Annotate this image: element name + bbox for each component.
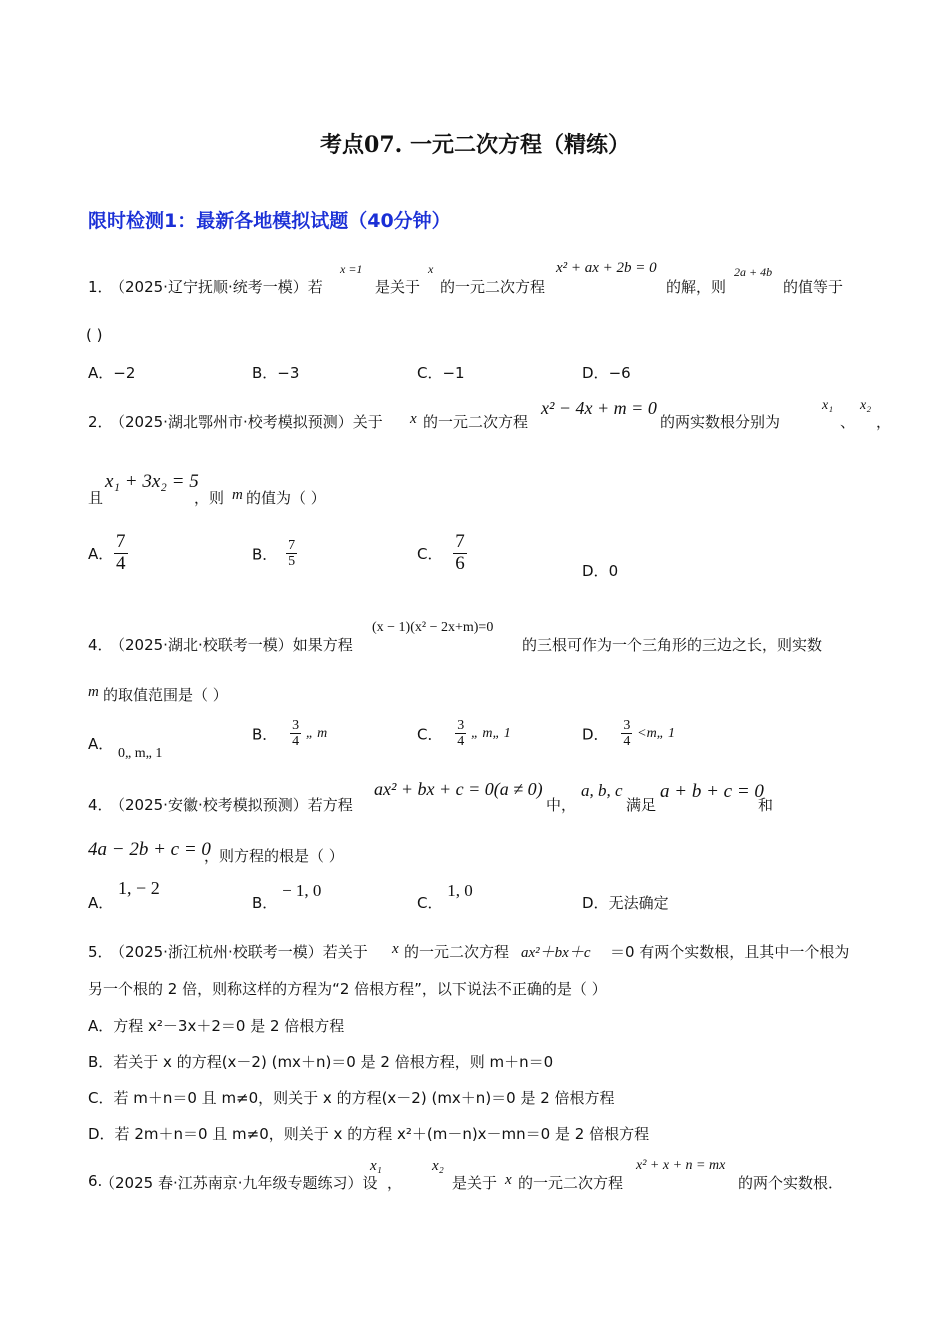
q2-option-d[interactable]: D．0 <box>582 562 619 580</box>
q5-option-a[interactable]: A．方程 x²－3x＋2＝0 是 2 倍根方程 <box>88 1017 345 1035</box>
q2-source: （2025·湖北鄂州市·校考模拟预测）关于 <box>110 413 383 431</box>
q1-option-a[interactable]: A．−2 <box>88 364 136 382</box>
q1-answer-paren: ( ) <box>86 326 103 344</box>
q2-option-b-numerator: 7 <box>288 538 296 553</box>
section-heading: 限时检测1：最新各地模拟试题（40分钟） <box>88 210 451 232</box>
q2-number: 2． <box>88 413 113 431</box>
q2-root-x2: x₂ <box>860 398 872 413</box>
q6-text-1: 是关于 <box>452 1174 498 1192</box>
q1-text-3: 的一元二次方程 <box>440 278 546 296</box>
q1-var-x: x <box>428 262 434 276</box>
q1-text-4: 的解，则 <box>666 278 727 296</box>
q1-text-5: 的值等于 <box>783 278 844 296</box>
q2-option-c-denominator: 6 <box>455 552 465 574</box>
q4-option-a[interactable]: A． 1, − 2 <box>88 878 160 912</box>
q6-root-x2: x₂ <box>432 1158 444 1174</box>
q3-equation: (x − 1)(x² − 2x+m)=0 <box>372 620 494 635</box>
q3-text-2: 的取值范围是（ ） <box>103 686 228 704</box>
q2-option-a[interactable]: A． $\frac{7}{4}$ <box>88 531 126 574</box>
q4-condition-1: a + b + c = 0 <box>660 781 764 802</box>
q5-line1-b: 的一元二次方程 <box>404 943 510 961</box>
q5-option-d[interactable]: D．若 2m＋n＝0 且 m≠0，则关于 x 的方程 x²＋(m－n)x－mn＝0 是 2 倍根方程 <box>88 1125 650 1143</box>
page-title: 考点07. 一元二次方程（精练） <box>320 132 630 158</box>
q4-option-d[interactable]: D．无法确定 <box>582 894 669 912</box>
q5-line2: 另一个根的 2 倍，则称这样的方程为“2 倍根方程”，以下说法不正确的是（ ） <box>88 980 607 998</box>
q4-coefficients: a, b, c <box>581 781 623 800</box>
q1-eq-x1: x =1 <box>340 262 363 276</box>
q4-source: （2025·安徽·校考模拟预测）若方程 <box>110 796 353 814</box>
q4-option-b[interactable]: B． − 1, 0 <box>252 881 322 912</box>
q2-option-a-numerator: 7 <box>116 531 126 552</box>
q3-var-m: m <box>88 684 99 700</box>
q4-equation: ax² + bx + c = 0(a ≠ 0) <box>374 779 543 799</box>
q3-option-a-value: 0„ m„ 1 <box>118 746 163 761</box>
q6-separator: ， <box>387 1174 403 1192</box>
q6-source: （2025 春·江苏南京·九年级专题练习）设 <box>100 1174 378 1192</box>
q6-var-x: x <box>505 1172 512 1188</box>
q3-option-b[interactable]: B． $\frac{3}{4}$ „ m <box>252 718 328 750</box>
q3-number: 4． <box>88 636 113 654</box>
q4-text-4: ，则方程的根是（ ） <box>204 847 344 865</box>
q3-source: （2025·湖北·校联考一模）如果方程 <box>110 636 353 654</box>
q6-text-3: 的两个实数根． <box>738 1174 844 1192</box>
q1-text-2: 是关于 <box>375 278 421 296</box>
q2-text-3: ，则 <box>194 489 225 507</box>
q6-root-x1: x₁ <box>370 1158 382 1174</box>
q2-comma: ， <box>876 413 892 431</box>
q3-option-d[interactable]: D． $\frac{3}{4}$ <m„ 1 <box>582 718 675 750</box>
q1-equation: x² + ax + 2b = 0 <box>556 260 657 276</box>
q2-text-1: 的一元二次方程 <box>423 413 529 431</box>
q4-option-a-value: 1, − 2 <box>118 878 160 898</box>
q4-condition-2: 4a − 2b + c = 0 <box>88 839 211 860</box>
q2-text-2: 的两实数根分别为 <box>660 413 781 431</box>
q1-expression: 2a + 4b <box>734 265 773 279</box>
q3-text-1: 的三根可作为一个三角形的三边之长，则实数 <box>522 636 823 654</box>
q4-text-1: 中， <box>546 796 577 814</box>
q2-root-x1: x₁ <box>822 398 834 413</box>
q1-option-b[interactable]: B．−3 <box>252 364 300 382</box>
q2-option-b[interactable]: B． $\frac{7}{5}$ <box>252 538 296 570</box>
q5-line1-a: （2025·浙江杭州·校联考一模）若关于 <box>110 943 368 961</box>
q5-number: 5． <box>88 943 113 961</box>
q1-option-d[interactable]: D．−6 <box>582 364 631 382</box>
q5-line1-c: ＝0 有两个实数根，且其中一个根为 <box>610 943 850 961</box>
q5-equation: ax²＋bx＋c <box>521 945 591 961</box>
q4-option-b-value: − 1, 0 <box>282 881 322 900</box>
q6-text-2: 的一元二次方程 <box>518 1174 624 1192</box>
q2-var-m: m <box>232 487 243 503</box>
q4-number: 4． <box>88 796 113 814</box>
q1-option-c[interactable]: C．−1 <box>417 364 465 382</box>
q4-text-2: 满足 <box>626 796 657 814</box>
q6-equation: x² + x + n = mx <box>636 1158 726 1173</box>
q4-option-c-value: 1, 0 <box>447 881 473 900</box>
q2-option-c[interactable]: C． $\frac{7}{6}$ <box>417 531 465 574</box>
q5-option-b[interactable]: B．若关于 x 的方程(x－2) (mx＋n)＝0 是 2 倍根方程，则 m＋n＝0 <box>88 1053 554 1071</box>
q5-option-c[interactable]: C．若 m＋n＝0 且 m≠0，则关于 x 的方程(x－2) (mx＋n)＝0 是 2 倍根方程 <box>88 1089 615 1107</box>
q5-var-x: x <box>392 941 399 957</box>
q2-separator: 、 <box>840 413 856 431</box>
q2-option-a-denominator: 4 <box>116 552 126 574</box>
q2-condition: x₁ + 3x₂ = 5 <box>105 471 199 492</box>
q2-equation: x² − 4x + m = 0 <box>541 398 657 418</box>
q4-option-c[interactable]: C． 1, 0 <box>417 881 473 912</box>
q3-option-a[interactable]: A． 0„ m„ 1 <box>88 735 163 761</box>
q2-option-b-denominator: 5 <box>288 554 296 570</box>
q2-option-c-numerator: 7 <box>455 531 465 552</box>
q3-option-c[interactable]: C． $\frac{3}{4}$ „ m„ 1 <box>417 718 511 750</box>
q6-number: 6. <box>88 1172 103 1190</box>
q1-number: 1． <box>88 278 113 296</box>
q4-text-3: 和 <box>758 796 774 814</box>
q2-var-x: x <box>410 411 417 427</box>
q2-qie: 且 <box>88 489 104 507</box>
q2-text-4: 的值为（ ） <box>246 489 326 507</box>
q1-source: （2025·辽宁抚顺·统考一模）若 <box>110 278 323 296</box>
